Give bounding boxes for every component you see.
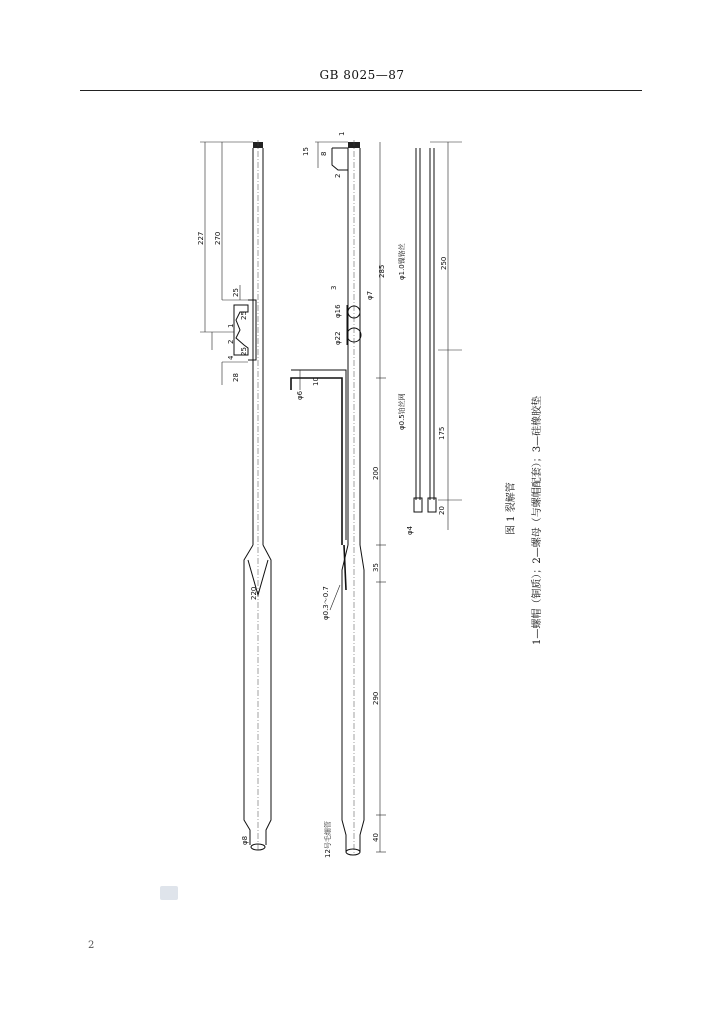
dim-25c: 25 xyxy=(240,347,248,356)
dim-2: 2 xyxy=(334,173,342,178)
dim-250: 250 xyxy=(440,256,448,270)
dim-phi16: φ16 xyxy=(334,304,342,318)
page-number: 2 xyxy=(88,940,95,951)
dim-227: 227 xyxy=(197,231,205,245)
dim-phi22: φ22 xyxy=(334,331,342,345)
dim-28: 28 xyxy=(232,373,240,382)
label-capillary: 12号毛细管 xyxy=(324,821,332,858)
dim-phi7: φ7 xyxy=(366,290,374,300)
label-1: 1 xyxy=(227,323,235,328)
header-title: GB 8025—87 xyxy=(319,68,405,82)
dim-15: 15 xyxy=(302,147,310,156)
tube-middle xyxy=(291,140,364,855)
watermark-stamp xyxy=(160,886,178,900)
dim-40: 40 xyxy=(372,833,380,842)
dim-200: 200 xyxy=(372,466,380,480)
dim-8: 8 xyxy=(320,151,328,156)
label-2: 2 xyxy=(227,339,235,344)
figure-legend: 1—螺帽（铜质）；2—螺母（与螺帽配套）；3—硅橡胶垫 xyxy=(532,395,543,645)
middle-dimensions xyxy=(300,142,386,852)
label-quartz-wire: φ1.0镍铬丝 xyxy=(398,243,406,280)
dim-25b: 25 xyxy=(240,311,248,320)
tube-left xyxy=(222,140,271,852)
figure-title: 图 1 裂解管 xyxy=(506,482,517,535)
dim-25a: 25 xyxy=(232,288,240,297)
dim-175: 175 xyxy=(438,426,446,440)
dim-20: 20 xyxy=(438,506,446,515)
label-1b: 1 xyxy=(338,131,346,136)
label-3: 3 xyxy=(330,285,338,290)
dim-35: 35 xyxy=(372,563,380,572)
dim-phi4: φ4 xyxy=(406,525,414,535)
dim-4: 4 xyxy=(227,355,235,360)
wires-right xyxy=(414,142,462,530)
label-platinum-wire: φ0.5铂丝网 xyxy=(398,393,406,430)
dim-285: 285 xyxy=(378,264,386,278)
dim-phi8: φ8 xyxy=(241,835,249,845)
dim-10: 10 xyxy=(312,377,320,386)
dim-phi6: φ6 xyxy=(296,390,304,400)
dim-290: 290 xyxy=(372,691,380,705)
dim-270: 270 xyxy=(214,231,222,245)
dim-220: 220 xyxy=(250,586,258,600)
dim-phi03-07: φ0.3～0.7 xyxy=(322,586,330,620)
